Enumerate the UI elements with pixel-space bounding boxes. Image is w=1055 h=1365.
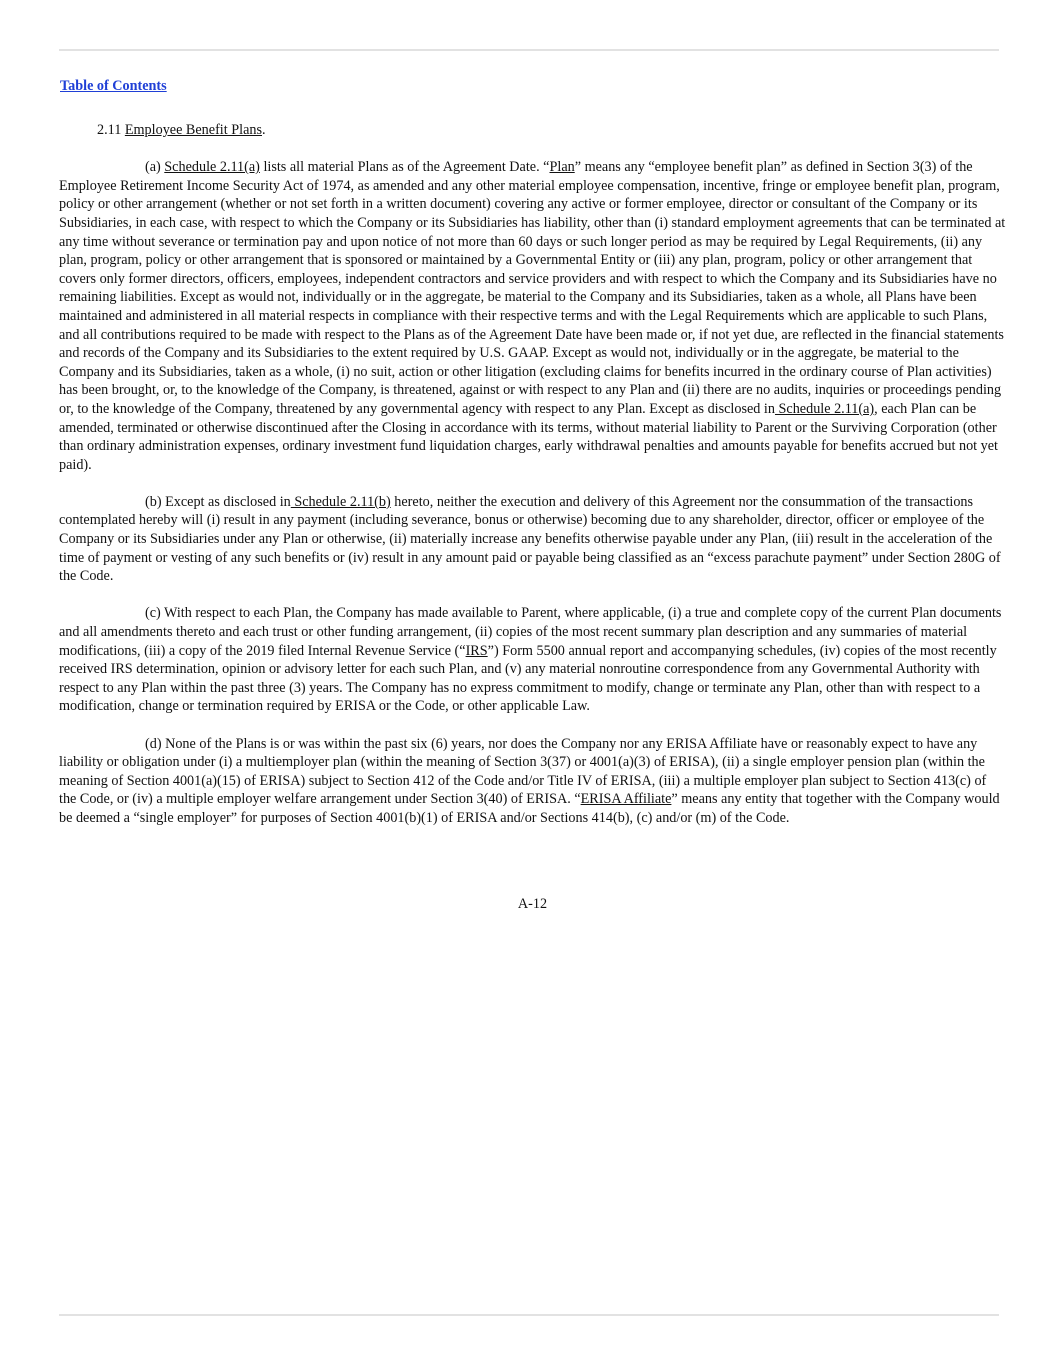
- schedule-reference: Schedule 2.11(a): [774, 400, 875, 417]
- section-title: Employee Benefit Plans: [124, 122, 262, 138]
- paragraph-a-lead: (a): [145, 159, 165, 176]
- table-of-contents-link[interactable]: Table of Contents: [60, 78, 167, 94]
- document-body: [59, 121, 1007, 846]
- paragraph-a-text-1: lists all material Plans as of the Agreement Date. “: [259, 159, 550, 176]
- defined-term: Plan: [549, 159, 575, 176]
- section-number: 2.11: [97, 122, 122, 138]
- defined-term: ERISA Affiliate: [580, 791, 672, 808]
- page-number: A-12: [517, 896, 548, 912]
- defined-term: IRS: [465, 642, 488, 659]
- paragraph-d-text-1: (d) None of the Plans is or was within the past six (6) years, nor does the Company nor any ERISA Affiliate have or reasonably expect to have any liability or obligation under (i) a multiemployer plan (within the meaning of Section 3(37) or 4001(a)(3) of ERISA), (ii) a single employer pension plan (within the meaning of Section 4001(a)(15) of ERISA) subject to Section 412 of the Code and/or Title IV of ERISA, (iii) a multiple employer plan subject to Section 413(c) of the Code, or (iv) a multiple employer welfare arrangement under Section 3(40) of ERISA. “: [59, 735, 987, 808]
- paragraph-b: [59, 493, 1007, 586]
- paragraph-c: [59, 604, 1007, 716]
- paragraph-b-text-1: (b) Except as disclosed in: [145, 493, 291, 510]
- paragraph-d-text-2: ” means any entity that together with the Company would be deemed a “single employer” for purposes of Section 4001(b)(1) of ERISA and/or Sections 414(b), (c) and/or (m) of the Code.: [59, 791, 1000, 826]
- paragraph-b-text-2: hereto, neither the execution and delivery of this Agreement nor the consummation of the transactions contemplated hereby will (i) result in any payment (including severance, bonus or otherwise) becoming due to any shareholder, director, officer or employee of the Company or its Subsidiaries under any Plan or otherwise, (ii) materially increase any benefits otherwise payable under any Plan, (iii) result in the acceleration of the time of payment or vesting of any such benefits or (iv) result in any amount paid or payable being classified as an “excess parachute payment” under Section 280G of the Code.: [59, 493, 1001, 585]
- paragraph-d: [59, 735, 1007, 828]
- paragraph-c-text-1: (c) With respect to each Plan, the Company has made available to Parent, where applicable, (i) a true and complete copy of the current Plan documents and all amendments thereto and each trust or other funding arrangement, (ii) copies of the most recent summary plan description and any summaries of material modifications, (iii) a copy of the 2019 filed Internal Revenue Service (“: [59, 605, 1002, 659]
- paragraph-a-text-3: , each Plan can be amended, terminated or otherwise discontinued after the Closing in accordance with its terms, without material liability to Parent or the Surviving Corporation (other than ordinary administration expenses, ordinary investment fund liquidation charges, early withdrawal penalties and amounts payable for benefits accrued but not yet paid).: [59, 400, 998, 473]
- paragraph-a-text-2: ” means any “employee benefit plan” as defined in Section 3(3) of the Employee Retirement Income Security Act of 1974, as amended and any other material employee compensation, incentive, fringe or employee benefit plan, program, policy or other arrangement (whether or not set forth in a written document) covering any active or former employee, director or consultant of the Company or its Subsidiaries, in each case, with respect to which the Company or its Subsidiaries has liability, other than (i) standard employment agreements that can be terminated at any time without severance or termination pay and upon notice of not more than 60 days or such longer period as may be required by Legal Requirements, (ii) any plan, program, policy or other arrangement that is sponsored or maintained by a Governmental Entity or (iii) any plan, program, policy or other arrangement that covers only former directors, officers, employees, independent contractors and service providers and with respect to which the Company and its Subsidiaries have no remaining liabilities. Except as would not, individually or in the aggregate, be material to the Company and its Subsidiaries, taken as a whole, all Plans have been maintained and administered in all material respects in compliance with their respective terms and with the Legal Requirements which are applicable to such Plans, and all contributions required to be made with respect to the Plans as of the Agreement Date have been made or, if not yet due, are reflected in the financial statements and records of the Company and its Subsidiaries to the extent required by U.S. GAAP. Except as would not, individually or in the aggregate, be material to the Company and its Subsidiaries, taken as a whole, (i) no suit, action or other litigation (excluding claims for benefits incurred in the ordinary course of Plan activities) has been brought, or, to the knowledge of the Company, is threatened, against or with respect to any Plan and (ii) there are no audits, inquiries or proceedings pending or, to the knowledge of the Company, threatened by any governmental agency with respect to any Plan. Except as disclosed in: [59, 159, 1006, 417]
- bottom-divider: [59, 1314, 999, 1316]
- top-divider: [59, 49, 999, 51]
- schedule-reference: Schedule 2.11(b): [290, 493, 391, 510]
- paragraph-a: [59, 158, 1007, 474]
- paragraph-c-text-2: ”) Form 5500 annual report and accompanying schedules, (iv) copies of the most recently received IRS determination, opinion or advisory letter for each such Plan, and (v) any material nonroutine correspondence from any Governmental Authority with respect to any Plan within the past three (3) years. The Company has no express commitment to modify, change or terminate any Plan, other than with respect to a modification, change or termination required by ERISA or the Code, or other applicable Law.: [59, 642, 997, 715]
- section-heading: 2.11 Employee Benefit Plans.: [97, 122, 266, 138]
- schedule-reference: Schedule 2.11(a): [164, 159, 260, 176]
